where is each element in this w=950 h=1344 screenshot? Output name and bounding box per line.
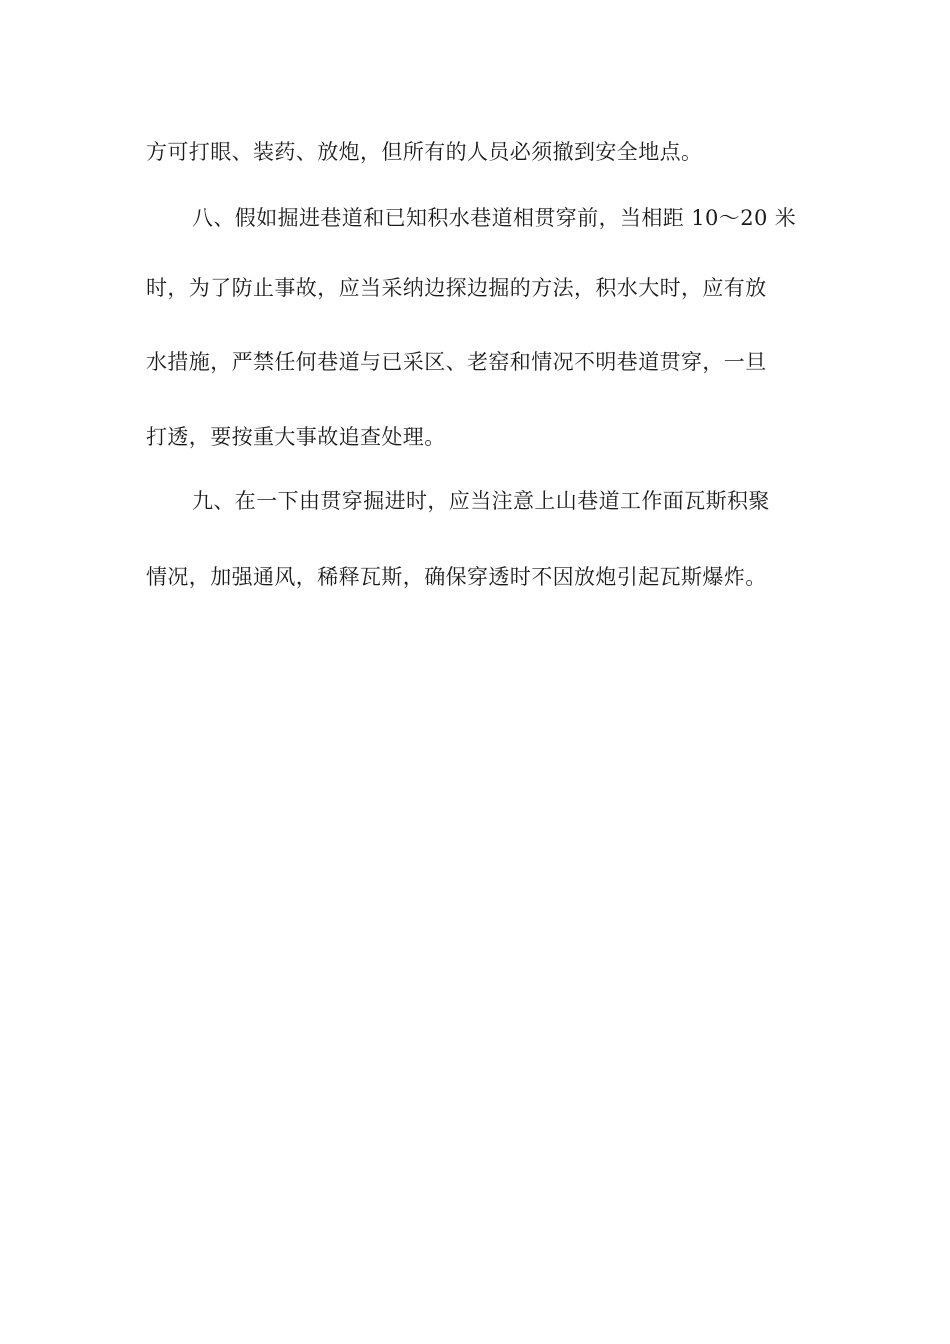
paragraph-7-tail-line: 方可打眼、装药、放炮，但所有的人员必须撤到安全地点。 xyxy=(146,140,703,164)
paragraph-9-line-2: 情况，加强通风，稀释瓦斯，确保穿透时不因放炮引起瓦斯爆炸。 xyxy=(146,565,767,589)
paragraph-8-line-3: 水措施，严禁任何巷道与已采区、老窑和情况不明巷道贯穿，一旦 xyxy=(146,350,767,374)
paragraph-8-line-2: 时，为了防止事故，应当采纳边探边掘的方法，积水大时，应有放 xyxy=(146,276,767,300)
paragraph-8-line-4: 打透，要按重大事故追查处理。 xyxy=(146,425,446,449)
paragraph-8-line-1: 八、假如掘进巷道和已知积水巷道相贯穿前，当相距 10～20 米 xyxy=(192,206,797,230)
paragraph-9-line-1: 九、在一下由贯穿掘进时，应当注意上山巷道工作面瓦斯积聚 xyxy=(192,489,770,513)
